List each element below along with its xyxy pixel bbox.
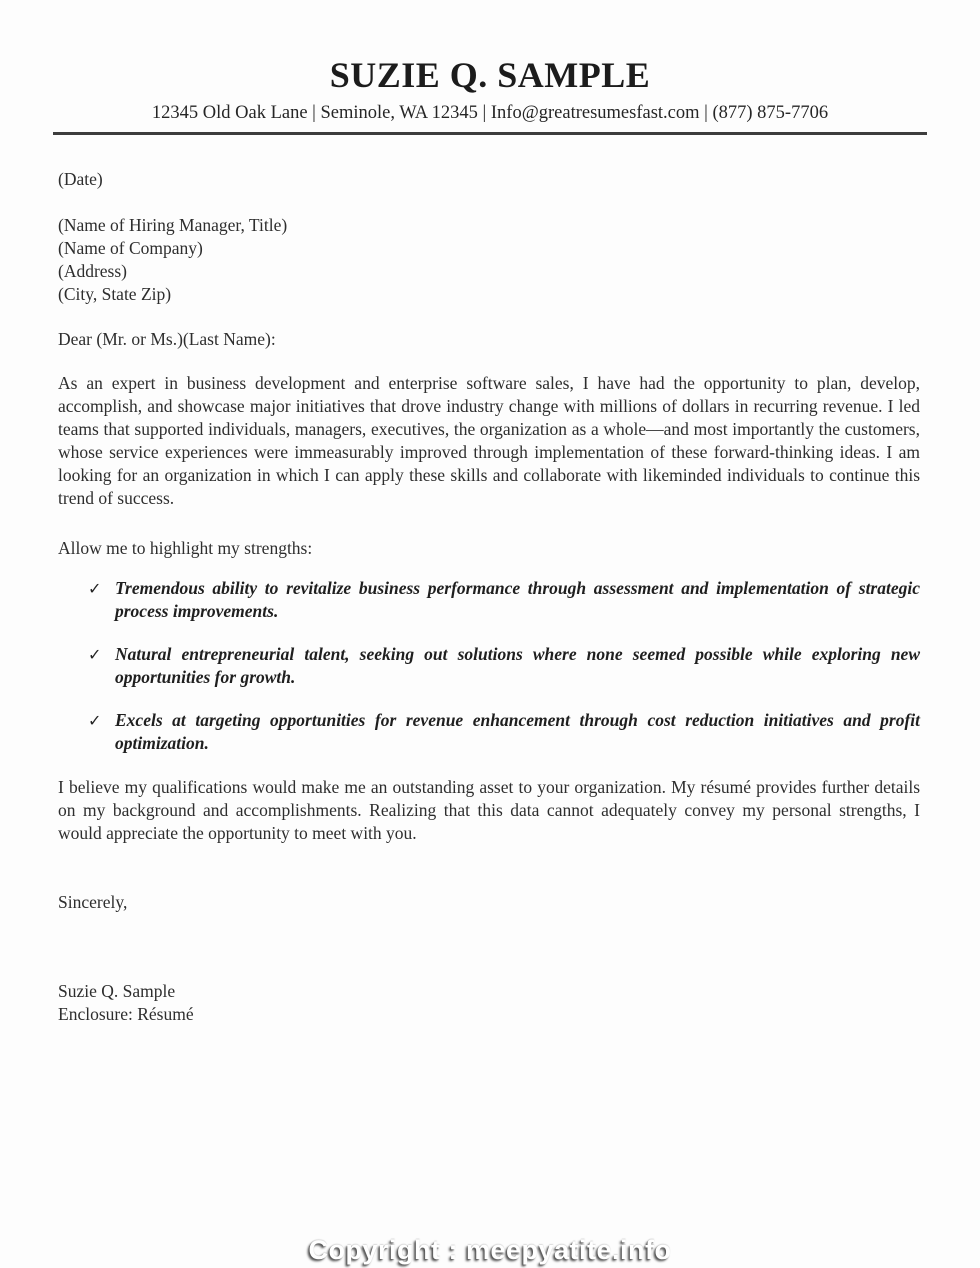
recipient-address-block bbox=[58, 214, 920, 306]
closing-paragraph: I believe my qualifications would make me an outstanding asset to your organization. My résumé provides further details on my background and accomplishments. Realizing that this data cannot adequately convey my personal strengths, I would appreciate the opportunity to meet with you. bbox=[58, 777, 920, 843]
checkmark-icon: ✓ bbox=[88, 579, 102, 598]
strengths-intro-line: Allow me to highlight my strengths: bbox=[58, 538, 313, 558]
valediction-line: Sincerely, bbox=[58, 892, 128, 912]
letter-body bbox=[58, 168, 920, 1026]
checkmark-icon: ✓ bbox=[88, 645, 102, 664]
signature-name-line: Suzie Q. Sample bbox=[58, 981, 176, 1001]
list-item bbox=[58, 709, 920, 755]
strength-text: Excels at targeting opportunities for revenue enhancement through cost reduction initiatives and profit optimization. bbox=[115, 710, 920, 753]
recipient-line-city-state-zip: (City, State Zip) bbox=[58, 284, 172, 304]
strength-text: Tremendous ability to revitalize business performance through assessment and implementation of strategic process improvements. bbox=[115, 578, 920, 621]
strengths-list bbox=[58, 577, 920, 755]
date-placeholder: (Date) bbox=[58, 169, 103, 189]
list-item bbox=[58, 577, 920, 623]
recipient-line-hiring-manager: (Name of Hiring Manager, Title) bbox=[58, 215, 288, 235]
list-item bbox=[58, 643, 920, 689]
header-divider-rule bbox=[53, 132, 927, 135]
candidate-name-heading: SUZIE Q. SAMPLE bbox=[329, 55, 651, 95]
letter-header bbox=[0, 0, 980, 135]
intro-paragraph: As an expert in business development and enterprise software sales, I have had the opportunity to plan, develop, accomplish, and showcase major initiatives that drove industry change with millions of dollars in recurring revenue. I led teams that supported individuals, managers, executives, the organization as a whole—and most importantly the customers, whose service experiences were immeasurably improved through implementation of these forward-thinking ideas. I am looking for an organization in which I can apply these skills and collaborate with likeminded individuals to continue this trend of success. bbox=[58, 373, 920, 508]
contact-info-line: 12345 Old Oak Lane | Seminole, WA 12345 | Info@greatresumesfast.com | (877) 875-7706 bbox=[151, 103, 829, 123]
strength-text: Natural entrepreneurial talent, seeking out solutions where none seemed possible while exploring new opportunities for growth. bbox=[115, 644, 920, 687]
recipient-line-address: (Address) bbox=[58, 261, 128, 281]
salutation-line: Dear (Mr. or Ms.)(Last Name): bbox=[58, 329, 276, 349]
copyright-watermark: Copyright : meepyatite.info bbox=[308, 1235, 672, 1265]
enclosure-line: Enclosure: Résumé bbox=[58, 1004, 194, 1024]
recipient-line-company: (Name of Company) bbox=[58, 238, 203, 258]
checkmark-icon: ✓ bbox=[88, 711, 102, 730]
